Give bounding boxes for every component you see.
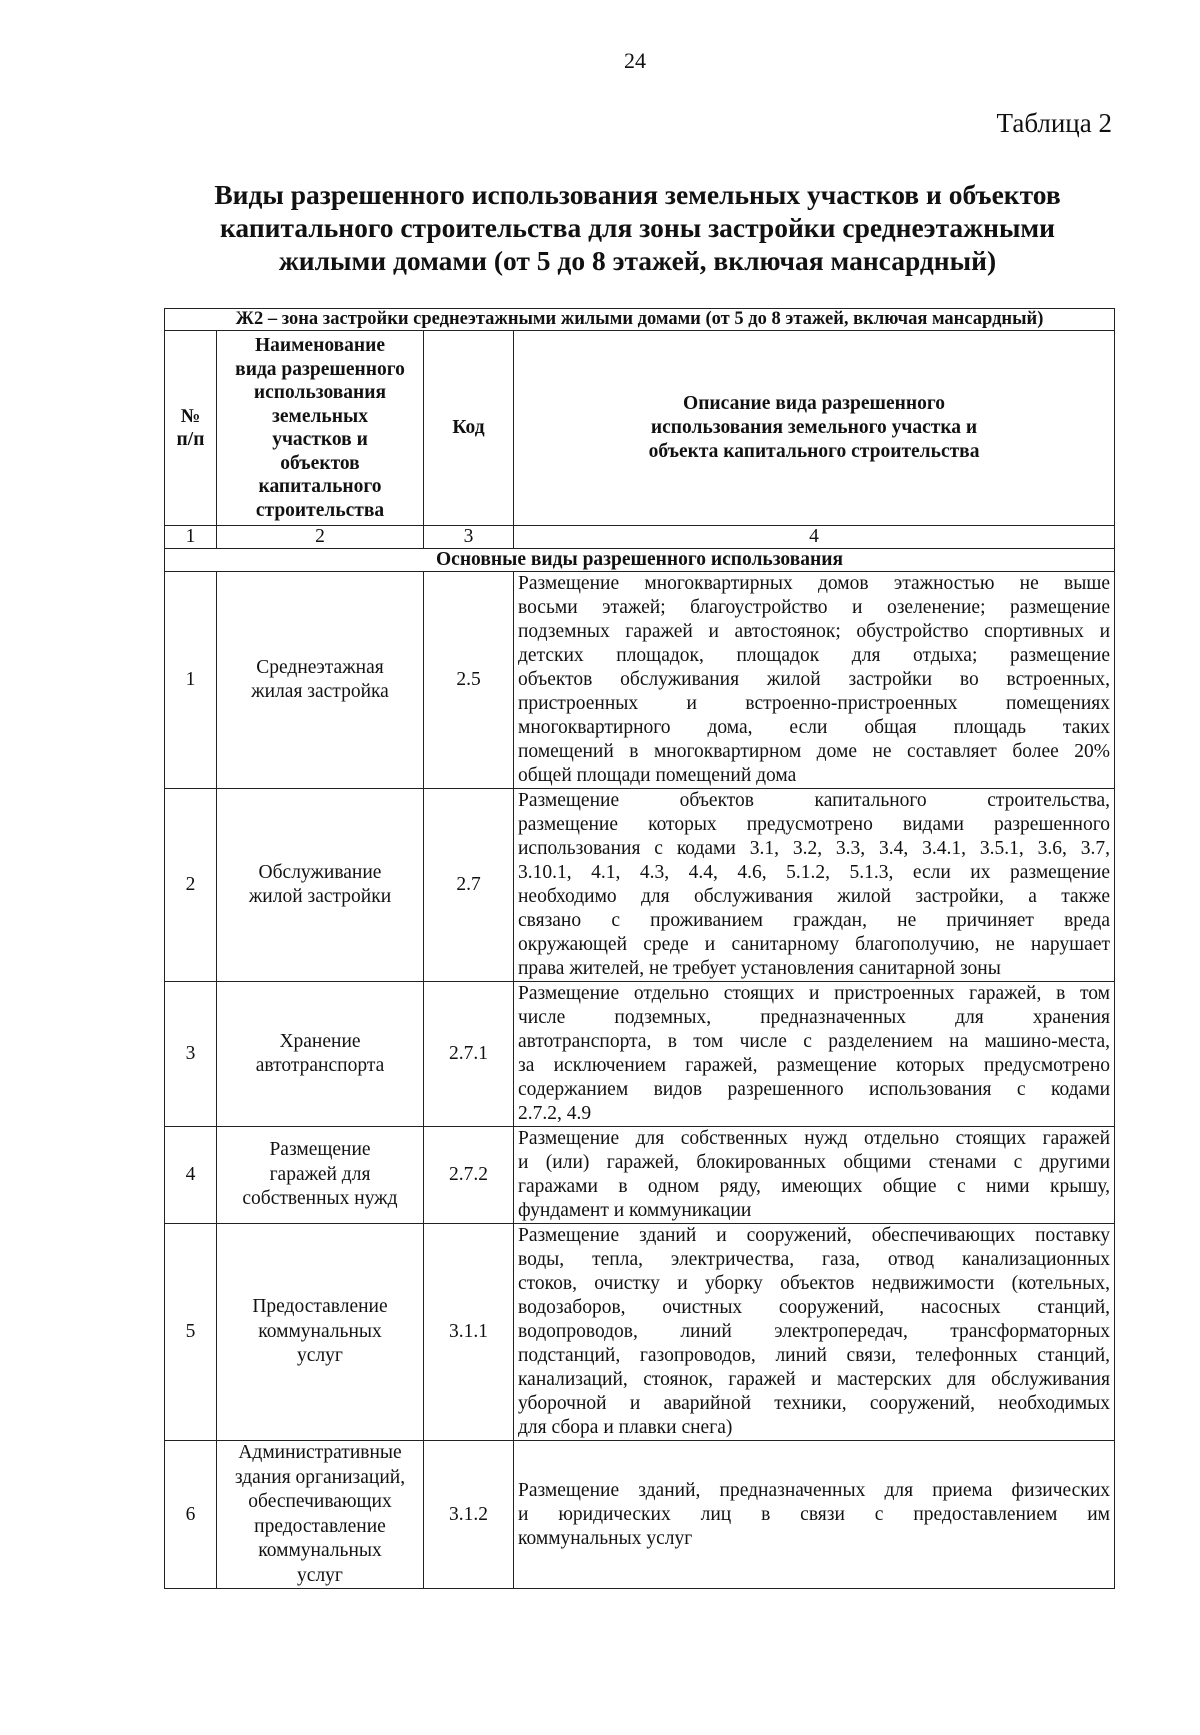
row-number: 5 [165,1224,217,1441]
header-num [165,331,217,526]
description-line: автотранспорта, в том числе с разделением на машино-места, [518,1031,1111,1052]
row-description [514,982,1115,1127]
description-line: подземных гаражей и автостоянок; обустройство спортивных и [518,621,1111,642]
row-description [514,1127,1115,1224]
header-text: объектов [280,452,360,474]
zone-header: Ж2 – зона застройки среднеэтажными жилыми домами (от 5 до 8 этажей, включая мансардный) [165,309,1115,331]
zone-header-row [165,309,1115,331]
column-number: 4 [514,526,1115,549]
table-body [165,572,1115,1589]
description-line: за исключением гаражей, размещение которых предусмотрено [518,1055,1111,1076]
row-number: 3 [165,982,217,1127]
description-line: воды, тепла, электричества, газа, отвод канализационных [518,1249,1111,1270]
row-code: 3.1.2 [424,1441,514,1589]
row-code: 2.7.2 [424,1127,514,1224]
land-use-table [164,308,1115,1589]
description-line: связано с проживанием граждан, не причиняет вреда [518,910,1111,931]
row-description [514,1441,1115,1589]
description-line: Размещение многоквартирных домов этажностью не выше [518,573,1111,594]
description-line: Размещение для собственных нужд отдельно стоящих гаражей [518,1128,1111,1149]
row-name-line: жилой застройки [248,886,392,907]
column-number-row [165,526,1115,549]
header-text: Наименование [255,335,385,356]
description-line: 2.7.2, 4.9 [518,1103,592,1124]
row-name [217,1127,424,1224]
table-row [165,1441,1115,1589]
row-name-line: жилая застройка [251,681,389,702]
row-name-line: здания организаций, [234,1466,406,1488]
row-name-line: услуг [297,1564,343,1586]
description-line: общей площади помещений дома [518,765,797,786]
row-name-line: Хранение [279,1030,361,1052]
description-line: размещение которых предусмотрено видами разрешенного [518,814,1111,835]
description-line: уборочной и аварийной техники, сооружений, необходимых [518,1393,1111,1414]
row-name [217,1224,424,1441]
header-text: объекта капитального строительства [648,441,980,462]
row-number: 2 [165,789,217,982]
row-name [217,572,424,789]
header-code: Код [424,331,514,526]
header-text: использования земельного участка и [650,417,978,438]
table-row [165,1224,1115,1441]
description-line: для сбора и плавки снега) [518,1417,733,1438]
description-line: гаражами в одном ряду, имеющих общие с ними крышу, [518,1176,1111,1197]
description-line: объектов обслуживания жилой застройки во встроенных, [518,669,1111,690]
description-line: стоков, очистку и уборку объектов недвижимости (котельных, [518,1273,1111,1294]
column-number: 1 [165,526,217,549]
description-line: подстанций, газопроводов, линий связи, телефонных станций, [518,1345,1111,1366]
header-text: использования [253,382,387,403]
description-line: необходимо для обслуживания жилой застройки, а также [518,886,1111,907]
description-line: использования с кодами 3.1, 3.2, 3.3, 3.4, 3.4.1, 3.5.1, 3.6, 3.7, [518,838,1111,859]
section-row [165,549,1115,572]
header-text: п/п [176,429,205,450]
row-description [514,1224,1115,1441]
column-number: 3 [424,526,514,549]
row-name-line: Предоставление [252,1296,388,1318]
description-line: водопроводов, линий электропередач, трансформаторных [518,1321,1111,1342]
table-row [165,572,1115,789]
row-number: 4 [165,1127,217,1224]
description-line: пристроенных и встроенно-пристроенных помещениях [518,693,1111,714]
row-name-line: предоставление [254,1515,386,1537]
page-number: 24 [624,48,646,73]
row-name [217,982,424,1127]
header-text: земельных [272,405,368,427]
header-text: строительства [255,499,385,521]
row-name-line: Среднеэтажная [256,656,384,678]
row-name [217,789,424,982]
description-line: канализаций, стоянок, гаражей и мастерских для обслуживания [518,1369,1111,1390]
table-label: Таблица 2 [996,108,1112,138]
description-line: окружающей среде и санитарному благополучию, не нарушает [518,934,1111,955]
description-line: и (или) гаражей, блокированных общими стенами с другими [518,1152,1111,1173]
row-code: 3.1.1 [424,1224,514,1441]
description-line: помещений в многоквартирном доме не составляет более 20% [518,741,1111,762]
description-line: Размещение зданий, предназначенных для приема физических [518,1479,1111,1501]
description-line: Размещение объектов капитального строительства, [518,790,1111,811]
title-line: жилыми домами (от 5 до 8 этажей, включая мансардный) [278,245,997,276]
title-line: Виды разрешенного использования земельных участков и объектов [214,179,1061,210]
row-code: 2.5 [424,572,514,789]
row-name-line: Размещение [269,1139,371,1161]
table-row [165,789,1115,982]
row-name-line: коммунальных [258,1320,382,1342]
document-title [165,178,1110,277]
row-name-line: Административные [238,1442,402,1463]
description-line: права жителей, не требует установления санитарной зоны [518,958,1001,979]
header-text: № [180,405,201,427]
title-line: капитального строительства для зоны застройки среднеэтажными [220,212,1055,243]
row-name-line: коммунальных [258,1540,382,1561]
row-name-line: автотранспорта [255,1055,385,1076]
row-name-line: Обслуживание [258,861,382,883]
row-code: 2.7.1 [424,982,514,1127]
header-text: Описание вида разрешенного [683,393,945,414]
column-number: 2 [217,526,424,549]
header-name [217,331,424,526]
description-line: числе подземных, предназначенных для хранения [518,1007,1111,1028]
description-line: восьми этажей; благоустройство и озеленение; размещение [518,597,1111,618]
description-line: Размещение отдельно стоящих и пристроенных гаражей, в том [518,983,1111,1004]
section-title: Основные виды разрешенного использования [165,549,1115,572]
column-header-row [165,331,1115,526]
row-number: 1 [165,572,217,789]
description-line: водозаборов, очистных сооружений, насосных станций, [518,1297,1111,1318]
row-code: 2.7 [424,789,514,982]
description-line: Размещение зданий и сооружений, обеспечивающих поставку [518,1225,1111,1246]
description-line: коммунальных услуг [518,1527,693,1549]
row-name-line: обеспечивающих [248,1491,392,1512]
row-name-line: собственных нужд [242,1188,398,1210]
header-text: участков и [272,429,368,450]
row-description [514,572,1115,789]
header-text: вида разрешенного [235,358,405,380]
header-text: капитального [258,476,382,497]
row-number: 6 [165,1441,217,1589]
table-row [165,982,1115,1127]
row-name-line: услуг [297,1345,343,1367]
row-description [514,789,1115,982]
description-line: фундамент и коммуникации [518,1200,752,1221]
header-desc [514,331,1115,526]
description-line: детских площадок, площадок для отдыха; размещение [518,645,1111,666]
description-line: 3.10.1, 4.1, 4.3, 4.4, 4.6, 5.1.2, 5.1.3, если их размещение [518,862,1111,883]
row-name-line: гаражей для [269,1163,371,1185]
description-line: многоквартирного дома, если общая площадь таких [518,717,1111,738]
description-line: и юридических лиц в связи с предоставлением им [518,1503,1111,1525]
table-row [165,1127,1115,1224]
row-name [217,1441,424,1589]
description-line: содержанием видов разрешенного использования с кодами [518,1079,1111,1100]
